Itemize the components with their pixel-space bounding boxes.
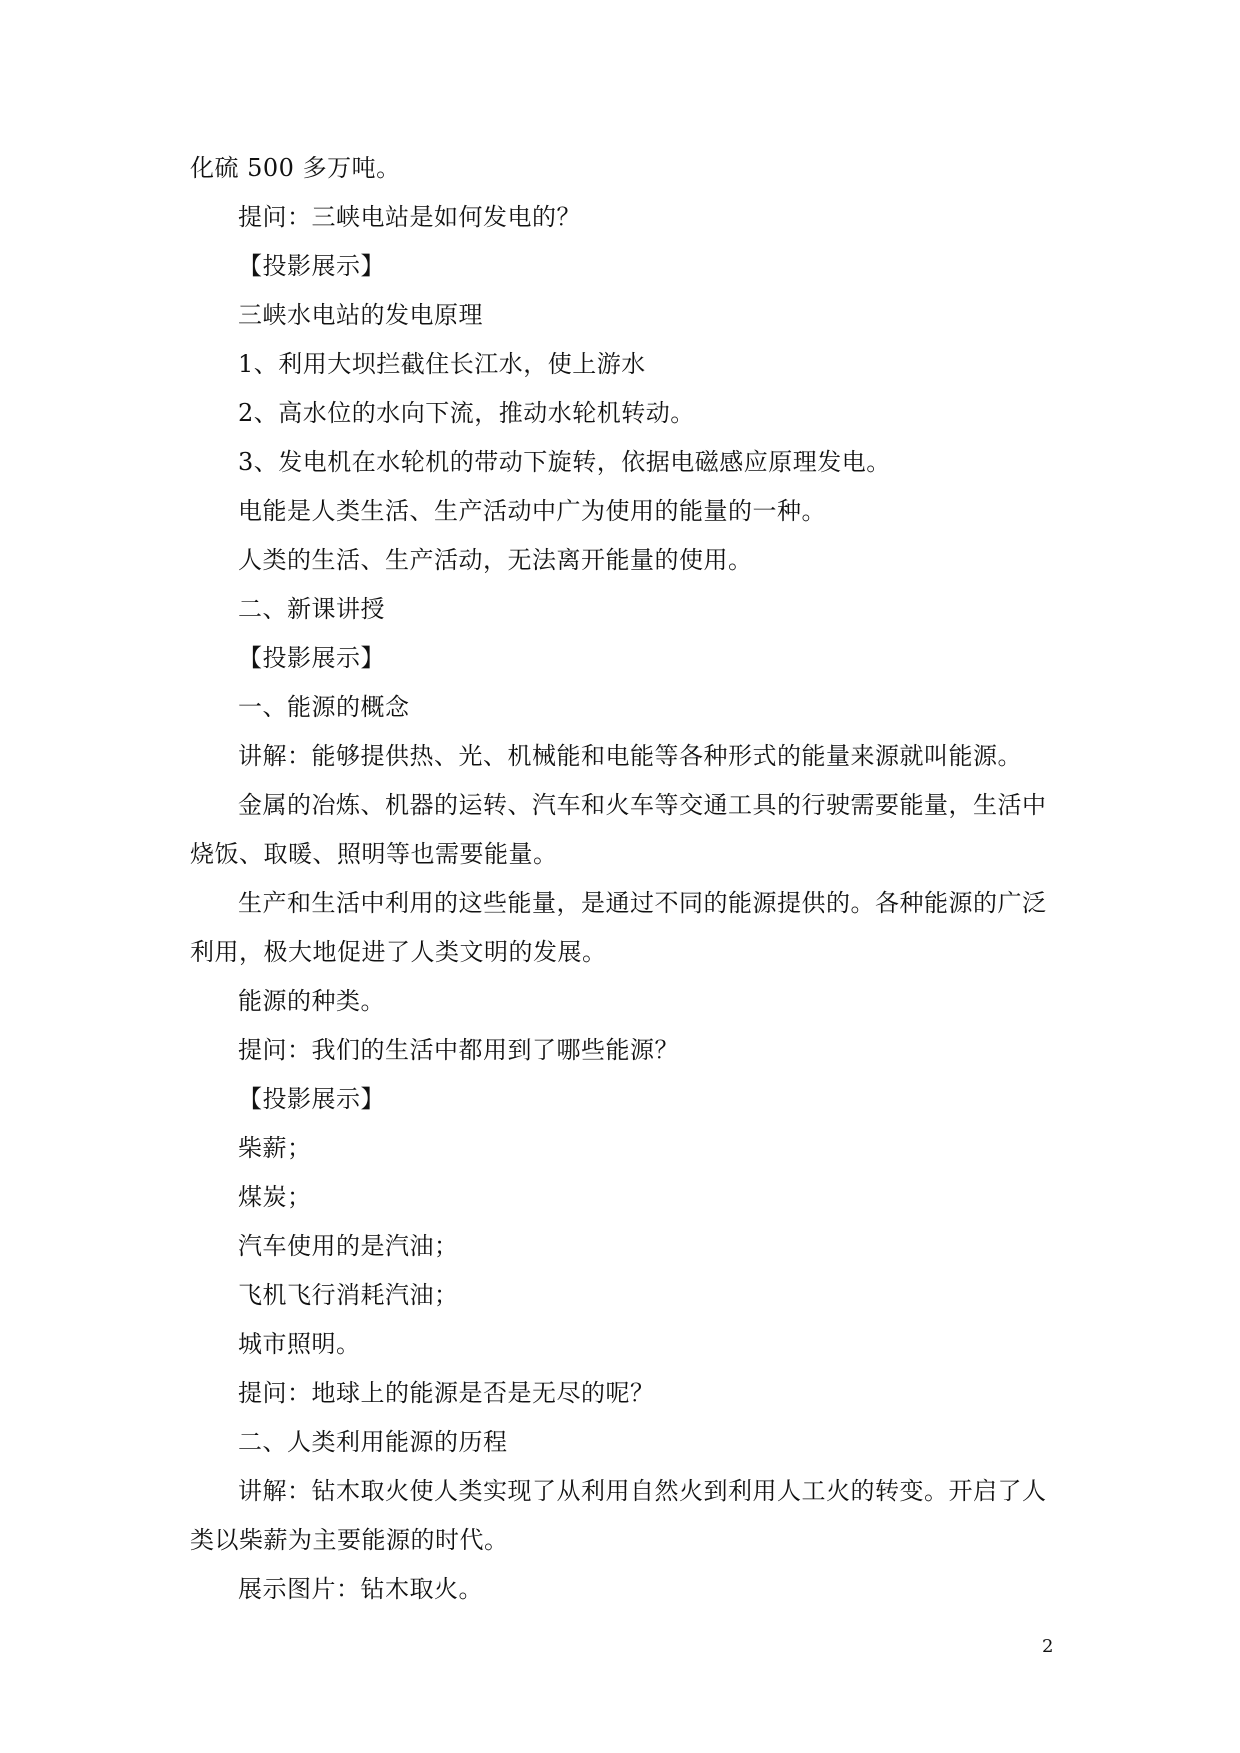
paragraph: 提问：地球上的能源是否是无尽的呢？ [238, 1379, 655, 1407]
paragraph: 汽车使用的是汽油； [238, 1232, 459, 1260]
paragraph: 一、能源的概念 [238, 693, 410, 721]
paragraph: 柴薪； [238, 1134, 312, 1162]
paragraph: 三峡水电站的发电原理 [238, 301, 483, 329]
paragraph: 讲解：能够提供热、光、机械能和电能等各种形式的能量来源就叫能源。 [238, 742, 1022, 770]
paragraph: 【投影展示】 [238, 252, 385, 280]
paragraph: 2、高水位的水向下流，推动水轮机转动。 [238, 399, 695, 427]
paragraph: 讲解：钻木取火使人类实现了从利用自然火到利用人工火的转变。开启了人类以柴薪为主要能源的时代。 [190, 1477, 1047, 1554]
paragraph: 城市照明。 [238, 1330, 361, 1358]
paragraph: 展示图片：钻木取火。 [238, 1575, 483, 1603]
paragraph: 生产和生活中利用的这些能量，是通过不同的能源提供的。各种能源的广泛利用，极大地促进了人类文明的发展。 [190, 889, 1047, 966]
paragraph: 人类的生活、生产活动，无法离开能量的使用。 [238, 546, 753, 574]
paragraph: 提问：三峡电站是如何发电的？ [238, 203, 581, 231]
paragraph: 1、利用大坝拦截住长江水，使上游水 [238, 350, 646, 378]
paragraph: 【投影展示】 [238, 644, 385, 672]
document-body [190, 144, 1050, 1614]
page-number: 2 [1042, 1636, 1054, 1657]
paragraph: 二、新课讲授 [238, 595, 385, 623]
paragraph: 能源的种类。 [238, 987, 385, 1015]
paragraph: 电能是人类生活、生产活动中广为使用的能量的一种。 [238, 497, 826, 525]
paragraph: 【投影展示】 [238, 1085, 385, 1113]
paragraph: 化硫 500 多万吨。 [190, 154, 401, 182]
paragraph: 飞机飞行消耗汽油； [238, 1281, 459, 1309]
paragraph: 3、发电机在水轮机的带动下旋转，依据电磁感应原理发电。 [238, 448, 891, 476]
paragraph: 金属的冶炼、机器的运转、汽车和火车等交通工具的行驶需要能量，生活中烧饭、取暖、照明等也需要能量。 [190, 791, 1047, 868]
paragraph: 二、人类利用能源的历程 [238, 1428, 508, 1456]
paragraph: 煤炭； [238, 1183, 312, 1211]
paragraph: 提问：我们的生活中都用到了哪些能源？ [238, 1036, 679, 1064]
